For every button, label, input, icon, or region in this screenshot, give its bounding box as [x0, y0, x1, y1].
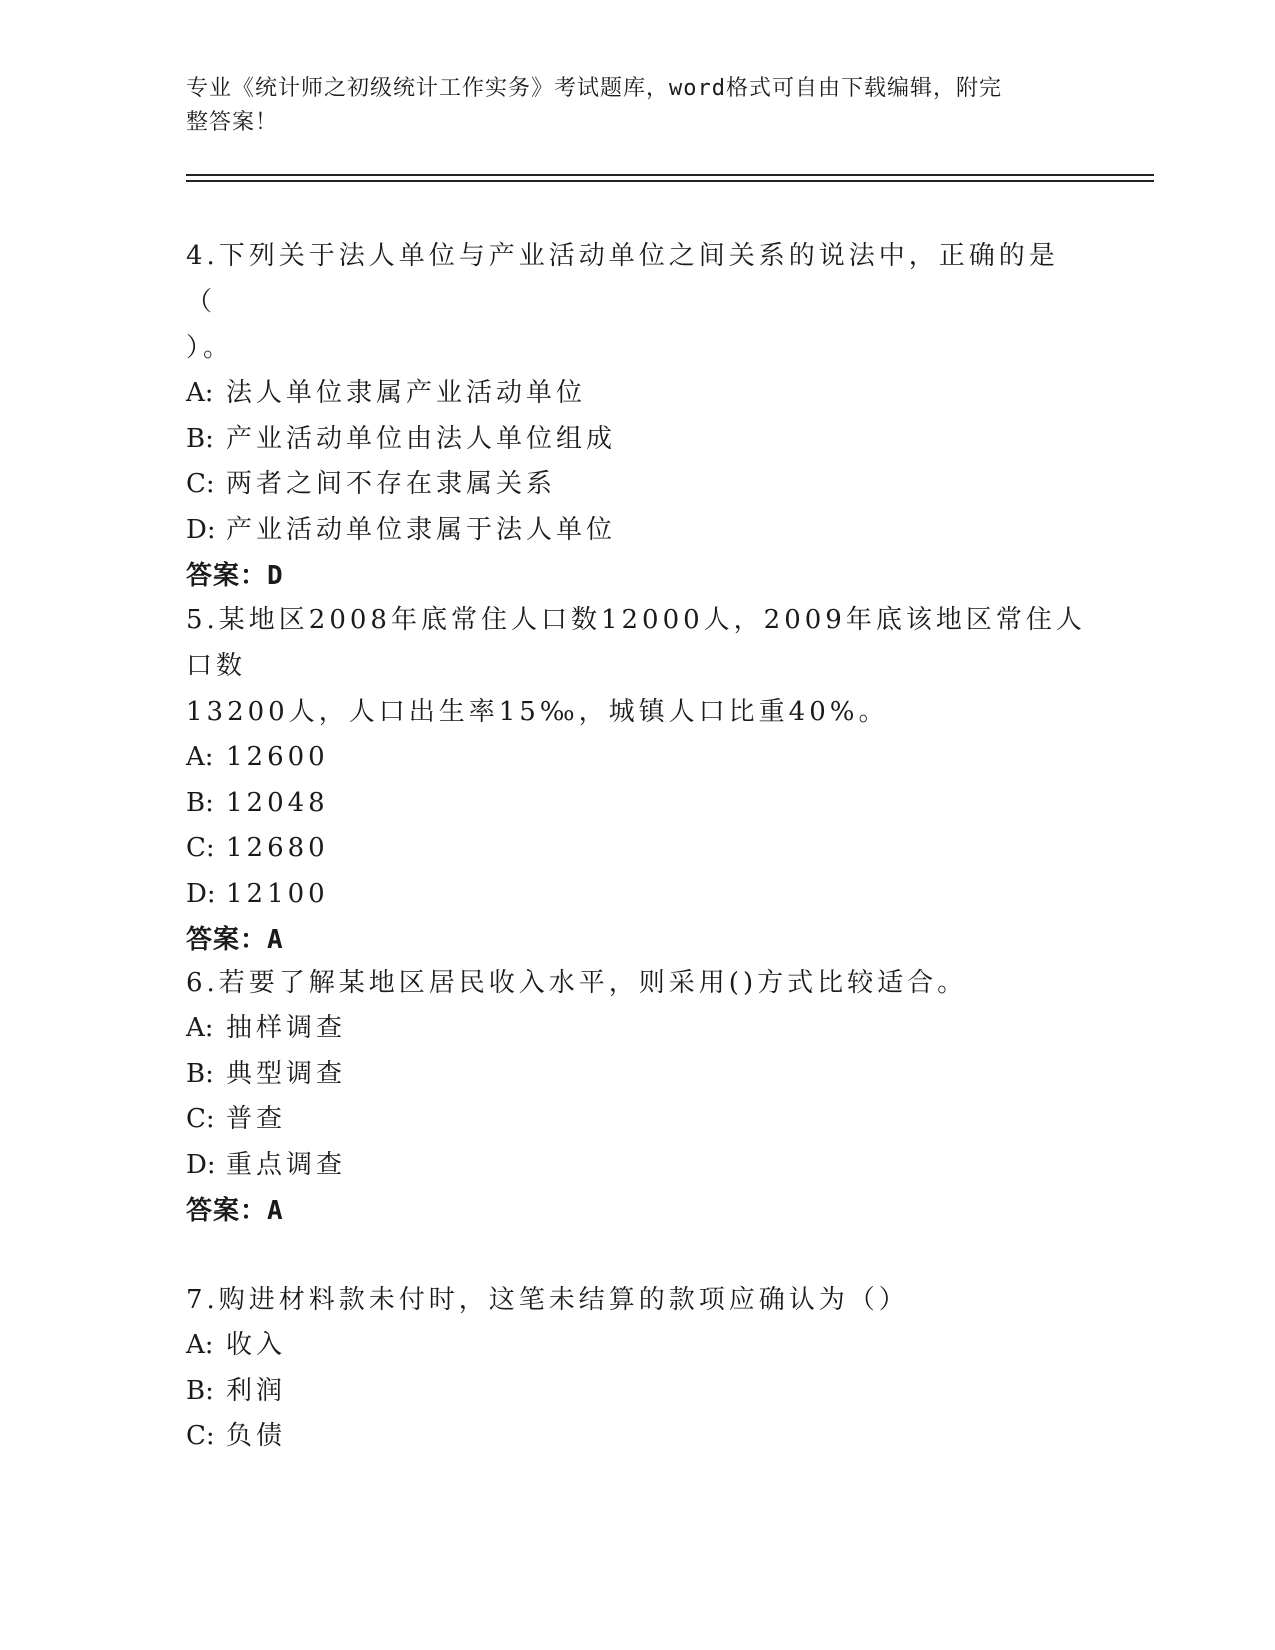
answer-label: 答案： — [186, 1196, 268, 1226]
option-c — [186, 1414, 1086, 1460]
option-text: 12100 — [226, 878, 329, 909]
option-text: 重点调查 — [226, 1149, 347, 1180]
option-text: 12680 — [226, 833, 329, 863]
header-line-1: 专业《统计师之初级统计工作实务》考试题库，word格式可自由下载编辑，附完 — [186, 76, 1002, 101]
option-text: 12048 — [226, 787, 329, 818]
option-letter: B: — [186, 1375, 214, 1406]
question-5 — [186, 597, 1086, 963]
option-b — [186, 1052, 1086, 1098]
answer-line — [186, 1188, 1086, 1234]
option-b — [186, 1369, 1086, 1415]
question-stem-line: 6.若要了解某地区居民收入水平，则采用()方式比较适合。 — [186, 968, 968, 998]
option-b — [186, 417, 1086, 463]
option-letter: D: — [186, 878, 216, 909]
question-stem-line: 5.某地区2008年底常住人口数12000人，2009年底该地区常住人口数 — [186, 605, 1086, 681]
option-letter: A: — [186, 742, 214, 772]
option-b — [186, 781, 1086, 827]
option-text: 产业活动单位隶属于法人单位 — [226, 514, 617, 545]
option-text: 普查 — [226, 1104, 287, 1134]
option-letter: B: — [186, 1058, 214, 1089]
answer-label: 答案： — [186, 561, 268, 591]
option-d — [186, 1143, 1086, 1189]
option-text: 利润 — [226, 1375, 287, 1406]
question-6 — [186, 960, 1086, 1234]
question-4 — [186, 233, 1086, 599]
answer-value: A — [267, 925, 284, 955]
option-text: 典型调查 — [226, 1058, 347, 1089]
document-page — [186, 0, 1154, 1650]
option-a — [186, 1006, 1086, 1052]
option-text: 产业活动单位由法人单位组成 — [226, 423, 617, 454]
answer-label: 答案： — [186, 925, 268, 955]
option-letter: A: — [186, 1013, 214, 1043]
header-divider-bottom — [186, 180, 1154, 182]
question-7 — [186, 1277, 1086, 1460]
header-line-2: 整答案！ — [186, 110, 279, 135]
option-a — [186, 371, 1086, 417]
option-text: 法人单位隶属产业活动单位 — [226, 378, 587, 408]
option-c — [186, 826, 1086, 872]
question-stem-line: 4.下列关于法人单位与产业活动单位之间关系的说法中，正确的是（ — [186, 241, 1059, 317]
answer-line — [186, 553, 1086, 599]
option-letter: C: — [186, 1421, 215, 1451]
question-stem-line: ）。 — [186, 333, 234, 363]
option-letter: C: — [186, 469, 215, 499]
option-letter: A: — [186, 378, 214, 408]
option-letter: C: — [186, 833, 215, 863]
option-letter: B: — [186, 423, 214, 454]
option-a — [186, 735, 1086, 781]
option-letter: D: — [186, 514, 216, 545]
option-c — [186, 462, 1086, 508]
option-d — [186, 508, 1086, 554]
option-letter: C: — [186, 1104, 215, 1134]
document-header — [186, 72, 1066, 140]
answer-value: A — [267, 1196, 284, 1226]
option-letter: B: — [186, 787, 214, 818]
option-text: 抽样调查 — [226, 1013, 347, 1043]
question-stem-line: 13200人，人口出生率15‰，城镇人口比重40%。 — [186, 697, 889, 727]
option-letter: D: — [186, 1149, 216, 1180]
option-a — [186, 1323, 1086, 1369]
question-stem-line: 7.购进材料款未付时，这笔未结算的款项应确认为（） — [186, 1285, 909, 1315]
option-text: 两者之间不存在隶属关系 — [226, 469, 557, 499]
option-c — [186, 1097, 1086, 1143]
header-divider-top — [186, 174, 1154, 176]
option-letter: A: — [186, 1330, 214, 1360]
option-text: 12600 — [226, 742, 329, 772]
option-text: 负债 — [226, 1421, 287, 1451]
option-d — [186, 872, 1086, 918]
answer-line — [186, 917, 1086, 963]
option-text: 收入 — [226, 1330, 287, 1360]
answer-value: D — [267, 561, 284, 591]
